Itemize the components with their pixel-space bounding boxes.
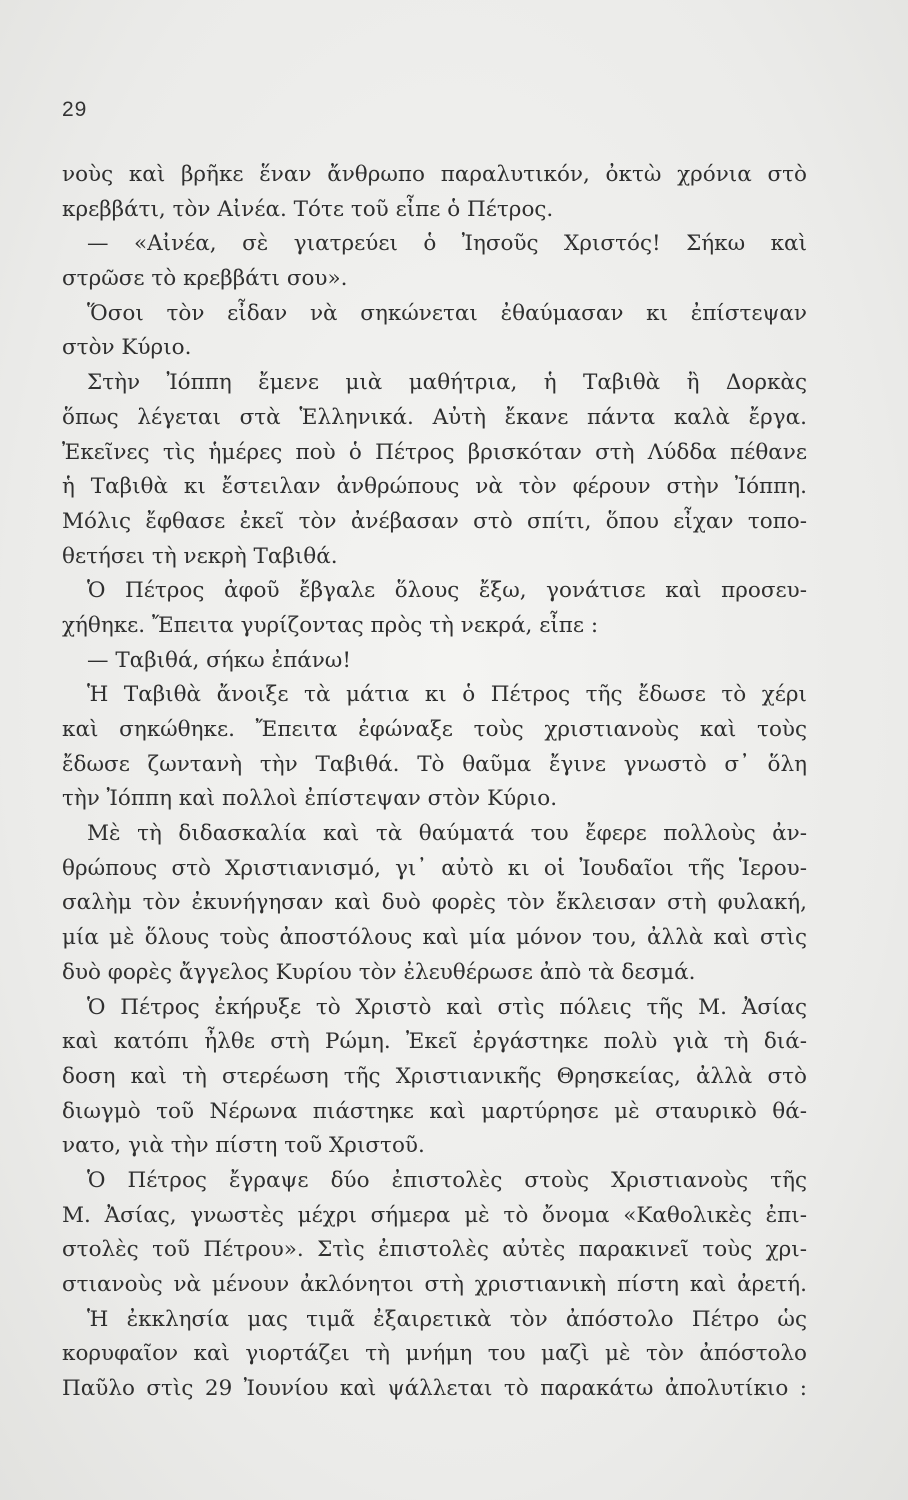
- text-line: σαλὴμ τὸν ἐκυνήγησαν καὶ δυὸ φορὲς τὸν ἔκλεισαν στὴ φυλακή,: [62, 890, 807, 916]
- text-line: Ἡ Ταβιθὰ ἄνοιξε τὰ μάτια κι ὁ Πέτρος τῆς ἔδωσε τὸ χέρι: [87, 682, 807, 708]
- text-line: Στὴν Ἰόππη ἔμενε μιὰ μαθήτρια, ἡ Ταβιθὰ ἢ Δορκὰς: [87, 370, 807, 396]
- text-line: τὴν Ἰόππη καὶ πολλοὶ ἐπίστεψαν στὸν Κύριο.: [62, 786, 558, 812]
- text-line: διωγμὸ τοῦ Νέρωνα πιάστηκε καὶ μαρτύρησε μὲ σταυρικὸ θά-: [62, 1098, 807, 1124]
- text-line: καὶ κατόπι ἦλθε στὴ Ρώμη. Ἐκεῖ ἐργάστηκε πολὺ γιὰ τὴ διά-: [62, 1029, 807, 1055]
- text-line: Ἐκεῖνες τὶς ἡμέρες ποὺ ὁ Πέτρος βρισκόταν στὴ Λύδδα πέθανε: [62, 439, 807, 465]
- text-line: Ὁ Πέτρος ἐκήρυξε τὸ Χριστὸ καὶ στὶς πόλεις τῆς Μ. Ἀσίας: [87, 994, 807, 1020]
- text-line: στρῶσε τὸ κρεββάτι σου».: [62, 266, 348, 292]
- text-line: ὅπως λέγεται στὰ Ἑλληνικά. Αὐτὴ ἔκανε πάντα καλὰ ἔργα.: [62, 404, 807, 430]
- text-line: νοὺς καὶ βρῆκε ἕναν ἄνθρωπο παραλυτικόν, ὀκτὼ χρόνια στὸ: [62, 162, 807, 187]
- text-line: Παῦλο στὶς 29 Ἰουνίου καὶ ψάλλεται τὸ παρακάτω ἀπολυτίκιο :: [62, 1376, 807, 1402]
- text-line: χήθηκε. Ἔπειτα γυρίζοντας πρὸς τὴ νεκρά, εἶπε :: [62, 612, 599, 638]
- text-line: στιανοὺς νὰ μένουν ἀκλόνητοι στὴ χριστιανικὴ πίστη καὶ ἀρετή.: [62, 1272, 807, 1297]
- text-line: ἡ Ταβιθὰ κι ἔστειλαν ἀνθρώπους νὰ τὸν φέρουν στὴν Ἰόππη.: [62, 474, 807, 500]
- text-line: — Ταβιθά, σήκω ἐπάνω!: [87, 647, 351, 673]
- text-line: Ὁ Πέτρος ἔγραψε δύο ἐπιστολὲς στοὺς Χριστιανοὺς τῆς: [87, 1167, 807, 1193]
- text-line: Μὲ τὴ διδασκαλία καὶ τὰ θαύματά του ἔφερε πολλοὺς ἀν-: [87, 821, 807, 847]
- text-line: Ἡ ἐκκλησία μας τιμᾶ ἐξαιρετικὰ τὸν ἀπόστολο Πέτρο ὡς: [87, 1306, 807, 1332]
- text-line: στολὲς τοῦ Πέτρου». Στὶς ἐπιστολὲς αὐτὲς παρακινεῖ τοὺς χρι-: [62, 1237, 807, 1263]
- text-line: μία μὲ ὅλους τοὺς ἀποστόλους καὶ μία μόνον του, ἀλλὰ καὶ στὶς: [62, 925, 807, 951]
- page-number: 29: [62, 98, 88, 121]
- text-line: κορυφαῖον καὶ γιορτάζει τὴ μνήμη του μαζὶ μὲ τὸν ἀπόστολο: [62, 1341, 807, 1367]
- text-line: θετήσει τὴ νεκρὴ Ταβιθά.: [62, 543, 338, 569]
- text-line: στὸν Κύριο.: [62, 335, 192, 361]
- text-line: ἔδωσε ζωντανὴ τὴν Ταβιθά. Τὸ θαῦμα ἔγινε γνωστὸ σ᾿ ὅλη: [62, 751, 807, 777]
- text-line: Μόλις ἔφθασε ἐκεῖ τὸν ἀνέβασαν στὸ σπίτι, ὅπου εἶχαν τοπο-: [62, 508, 807, 534]
- text-line: δοση καὶ τὴ στερέωση τῆς Χριστιανικῆς Θρησκείας, ἀλλὰ στὸ: [62, 1063, 807, 1089]
- text-line: Μ. Ἀσίας, γνωστὲς μέχρι σήμερα μὲ τὸ ὄνομα «Καθολικὲς ἐπι-: [62, 1202, 807, 1228]
- text-line: κρεββάτι, τὸν Αἰνέα. Τότε τοῦ εἶπε ὁ Πέτρος.: [62, 196, 554, 222]
- text-line: καὶ σηκώθηκε. Ἔπειτα ἐφώναξε τοὺς χριστιανοὺς καὶ τοὺς: [62, 717, 807, 742]
- text-line: νατο, γιὰ τὴν πίστη τοῦ Χριστοῦ.: [62, 1133, 425, 1159]
- text-line: — «Αἰνέα, σὲ γιατρεύει ὁ Ἰησοῦς Χριστός! Σήκω καὶ: [87, 231, 807, 257]
- text-line: Ὁ Πέτρος ἀφοῦ ἔβγαλε ὅλους ἔξω, γονάτισε καὶ προσευ-: [87, 578, 807, 604]
- body-text: [62, 158, 807, 1407]
- text-line: θρώπους στὸ Χριστιανισμό, γι᾿ αὐτὸ κι οἱ Ἰουδαῖοι τῆς Ἱερου-: [62, 855, 807, 881]
- text-line: δυὸ φορὲς ἄγγελος Κυρίου τὸν ἐλευθέρωσε ἀπὸ τὰ δεσμά.: [62, 959, 696, 985]
- text-line: Ὅσοι τὸν εἶδαν νὰ σηκώνεται ἐθαύμασαν κι ἐπίστεψαν: [87, 300, 807, 326]
